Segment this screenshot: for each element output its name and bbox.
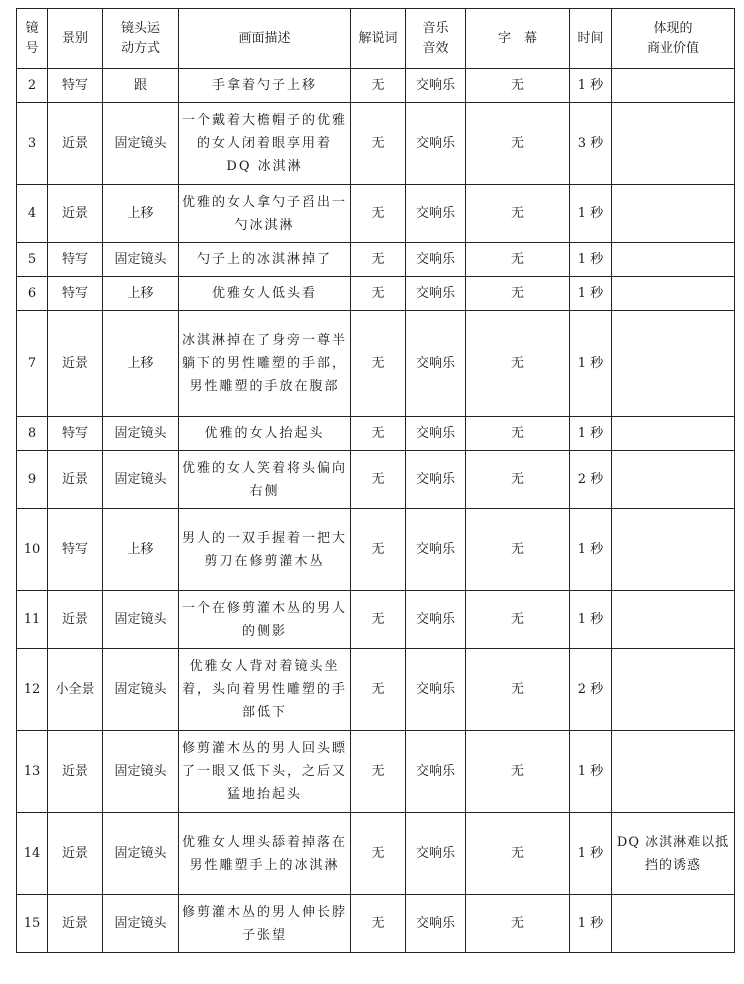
cell-camera-move: 跟 — [103, 69, 179, 103]
cell-duration: 1 秒 — [570, 243, 612, 277]
cell-music: 交响乐 — [406, 277, 466, 311]
header-subtitle: 字 幕 — [466, 9, 570, 69]
cell-music: 交响乐 — [406, 649, 466, 731]
cell-commercial-value — [612, 69, 735, 103]
cell-duration: 1 秒 — [570, 731, 612, 813]
cell-camera-move: 固定镜头 — [103, 417, 179, 451]
cell-shot-size: 近景 — [48, 591, 103, 649]
cell-duration: 1 秒 — [570, 509, 612, 591]
cell-duration: 1 秒 — [570, 591, 612, 649]
cell-commercial-value — [612, 243, 735, 277]
cell-camera-move: 固定镜头 — [103, 591, 179, 649]
cell-narration: 无 — [351, 649, 406, 731]
cell-description: 勺子上的冰淇淋掉了 — [179, 243, 351, 277]
cell-duration: 2 秒 — [570, 649, 612, 731]
cell-commercial-value — [612, 417, 735, 451]
cell-narration: 无 — [351, 451, 406, 509]
cell-camera-move: 固定镜头 — [103, 895, 179, 953]
table-row — [17, 103, 735, 185]
cell-commercial-value — [612, 731, 735, 813]
header-description: 画面描述 — [179, 9, 351, 69]
cell-description: 优雅的女人抬起头 — [179, 417, 351, 451]
header-music: 音乐 音效 — [406, 9, 466, 69]
cell-narration: 无 — [351, 417, 406, 451]
table-row — [17, 591, 735, 649]
cell-commercial-value — [612, 649, 735, 731]
storyboard-table — [16, 8, 735, 953]
table-body — [17, 69, 735, 953]
cell-duration: 2 秒 — [570, 451, 612, 509]
cell-camera-move: 上移 — [103, 509, 179, 591]
cell-shot-size: 特写 — [48, 69, 103, 103]
cell-shot-no: 12 — [17, 649, 48, 731]
cell-music: 交响乐 — [406, 417, 466, 451]
cell-shot-no: 5 — [17, 243, 48, 277]
cell-music: 交响乐 — [406, 813, 466, 895]
table-row — [17, 509, 735, 591]
cell-camera-move: 固定镜头 — [103, 649, 179, 731]
cell-shot-no: 6 — [17, 277, 48, 311]
cell-subtitle: 无 — [466, 509, 570, 591]
cell-subtitle: 无 — [466, 451, 570, 509]
cell-shot-no: 13 — [17, 731, 48, 813]
cell-shot-no: 3 — [17, 103, 48, 185]
cell-description: 冰淇淋掉在了身旁一尊半躺下的男性雕塑的手部，男性雕塑的手放在腹部 — [179, 311, 351, 417]
cell-subtitle: 无 — [466, 243, 570, 277]
cell-camera-move: 固定镜头 — [103, 451, 179, 509]
cell-camera-move: 上移 — [103, 277, 179, 311]
cell-description: 修剪灌木丛的男人回头瞟了一眼又低下头，之后又猛地抬起头 — [179, 731, 351, 813]
cell-commercial-value — [612, 311, 735, 417]
cell-duration: 1 秒 — [570, 813, 612, 895]
cell-shot-no: 7 — [17, 311, 48, 417]
cell-narration: 无 — [351, 243, 406, 277]
cell-commercial-value — [612, 509, 735, 591]
cell-music: 交响乐 — [406, 69, 466, 103]
cell-shot-no: 2 — [17, 69, 48, 103]
header-commercial-value: 体现的 商业价值 — [612, 9, 735, 69]
cell-shot-size: 近景 — [48, 451, 103, 509]
cell-commercial-value — [612, 103, 735, 185]
cell-duration: 1 秒 — [570, 895, 612, 953]
cell-subtitle: 无 — [466, 311, 570, 417]
cell-duration: 1 秒 — [570, 311, 612, 417]
cell-narration: 无 — [351, 731, 406, 813]
cell-shot-size: 近景 — [48, 103, 103, 185]
cell-shot-size: 近景 — [48, 731, 103, 813]
cell-music: 交响乐 — [406, 591, 466, 649]
cell-camera-move: 固定镜头 — [103, 731, 179, 813]
header-shot-no: 镜号 — [17, 9, 48, 69]
cell-narration: 无 — [351, 895, 406, 953]
cell-subtitle: 无 — [466, 895, 570, 953]
cell-subtitle: 无 — [466, 103, 570, 185]
cell-shot-size: 近景 — [48, 185, 103, 243]
cell-duration: 1 秒 — [570, 185, 612, 243]
cell-commercial-value — [612, 277, 735, 311]
cell-camera-move: 固定镜头 — [103, 813, 179, 895]
header-duration: 时间 — [570, 9, 612, 69]
cell-description: 优雅女人低头看 — [179, 277, 351, 311]
table-row — [17, 813, 735, 895]
cell-description: 优雅的女人笑着将头偏向右侧 — [179, 451, 351, 509]
cell-shot-no: 15 — [17, 895, 48, 953]
table-row — [17, 417, 735, 451]
cell-narration: 无 — [351, 69, 406, 103]
cell-shot-no: 9 — [17, 451, 48, 509]
cell-shot-size: 特写 — [48, 509, 103, 591]
table-row — [17, 731, 735, 813]
cell-description: 一个在修剪灌木丛的男人的侧影 — [179, 591, 351, 649]
cell-music: 交响乐 — [406, 509, 466, 591]
cell-duration: 1 秒 — [570, 69, 612, 103]
cell-camera-move: 固定镜头 — [103, 103, 179, 185]
header-narration: 解说词 — [351, 9, 406, 69]
table-row — [17, 185, 735, 243]
cell-commercial-value: DQ 冰淇淋难以抵挡的诱惑 — [612, 813, 735, 895]
cell-narration: 无 — [351, 591, 406, 649]
cell-narration: 无 — [351, 185, 406, 243]
cell-commercial-value — [612, 185, 735, 243]
cell-subtitle: 无 — [466, 813, 570, 895]
cell-shot-no: 8 — [17, 417, 48, 451]
cell-duration: 3 秒 — [570, 103, 612, 185]
cell-camera-move: 上移 — [103, 185, 179, 243]
table-row — [17, 895, 735, 953]
cell-music: 交响乐 — [406, 243, 466, 277]
cell-subtitle: 无 — [466, 69, 570, 103]
table-row — [17, 311, 735, 417]
cell-narration: 无 — [351, 277, 406, 311]
cell-description: 修剪灌木丛的男人伸长脖子张望 — [179, 895, 351, 953]
cell-shot-size: 近景 — [48, 311, 103, 417]
cell-music: 交响乐 — [406, 731, 466, 813]
cell-shot-size: 小全景 — [48, 649, 103, 731]
cell-description: 男人的一双手握着一把大剪刀在修剪灌木丛 — [179, 509, 351, 591]
cell-subtitle: 无 — [466, 731, 570, 813]
cell-subtitle: 无 — [466, 277, 570, 311]
cell-music: 交响乐 — [406, 311, 466, 417]
table-row — [17, 277, 735, 311]
cell-shot-size: 近景 — [48, 895, 103, 953]
cell-music: 交响乐 — [406, 895, 466, 953]
cell-narration: 无 — [351, 311, 406, 417]
table-row — [17, 649, 735, 731]
cell-subtitle: 无 — [466, 649, 570, 731]
cell-music: 交响乐 — [406, 185, 466, 243]
cell-shot-size: 特写 — [48, 417, 103, 451]
cell-shot-size: 特写 — [48, 243, 103, 277]
cell-shot-no: 11 — [17, 591, 48, 649]
header-camera-move: 镜头运 动方式 — [103, 9, 179, 69]
cell-description: 优雅的女人拿勺子舀出一勺冰淇淋 — [179, 185, 351, 243]
cell-shot-size: 近景 — [48, 813, 103, 895]
cell-description: 优雅女人埋头舔着掉落在男性雕塑手上的冰淇淋 — [179, 813, 351, 895]
cell-music: 交响乐 — [406, 451, 466, 509]
cell-shot-size: 特写 — [48, 277, 103, 311]
cell-subtitle: 无 — [466, 417, 570, 451]
cell-shot-no: 4 — [17, 185, 48, 243]
cell-duration: 1 秒 — [570, 277, 612, 311]
cell-narration: 无 — [351, 103, 406, 185]
table-row — [17, 243, 735, 277]
cell-description: 一个戴着大檐帽子的优雅的女人闭着眼享用着 DQ 冰淇淋 — [179, 103, 351, 185]
cell-narration: 无 — [351, 813, 406, 895]
cell-music: 交响乐 — [406, 103, 466, 185]
cell-camera-move: 固定镜头 — [103, 243, 179, 277]
cell-shot-no: 10 — [17, 509, 48, 591]
table-row — [17, 451, 735, 509]
table-row — [17, 69, 735, 103]
cell-commercial-value — [612, 591, 735, 649]
cell-duration: 1 秒 — [570, 417, 612, 451]
cell-commercial-value — [612, 895, 735, 953]
cell-subtitle: 无 — [466, 185, 570, 243]
header-shot-size: 景别 — [48, 9, 103, 69]
cell-description: 优雅女人背对着镜头坐着，头向着男性雕塑的手部低下 — [179, 649, 351, 731]
cell-narration: 无 — [351, 509, 406, 591]
cell-commercial-value — [612, 451, 735, 509]
cell-shot-no: 14 — [17, 813, 48, 895]
cell-subtitle: 无 — [466, 591, 570, 649]
table-header — [17, 9, 735, 69]
cell-camera-move: 上移 — [103, 311, 179, 417]
cell-description: 手拿着勺子上移 — [179, 69, 351, 103]
